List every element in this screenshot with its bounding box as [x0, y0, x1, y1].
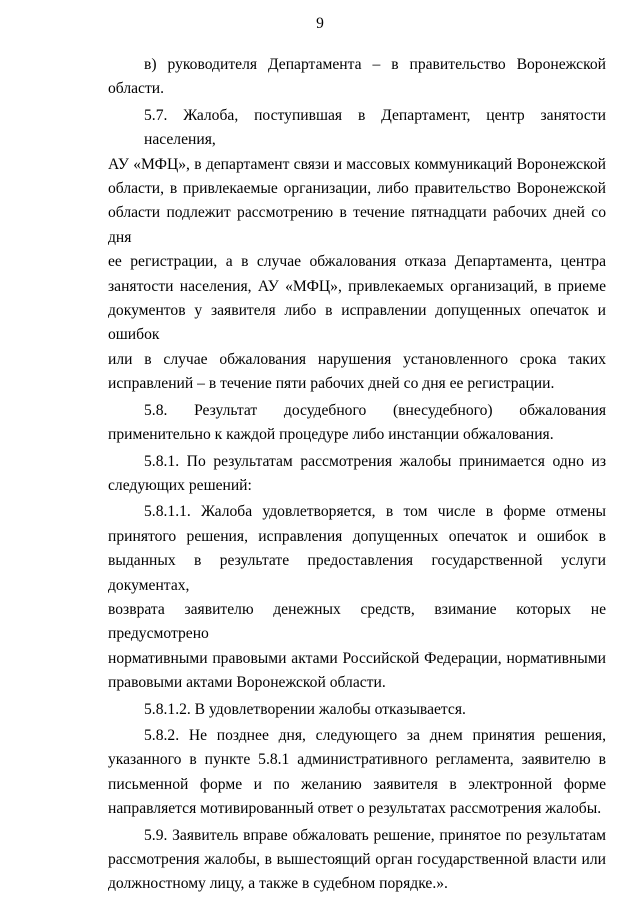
- paragraph-5-8-2: [108, 724, 606, 822]
- paragraph-5-8: [108, 399, 606, 448]
- text-line: 5.8.2. Не позднее дня, следующего за днем принятия решения,: [144, 726, 606, 744]
- text-line: области.: [108, 80, 165, 98]
- paragraph-5-8-1-1: [108, 500, 606, 695]
- text-line: 5.8. Результат досудебного (внесудебного) обжалования: [144, 401, 606, 419]
- text-line: исправлений – в течение пяти рабочих дней со дня ее регистрации.: [108, 375, 555, 393]
- page-number: 9: [316, 15, 324, 32]
- text-line: письменной форме и по желанию заявителя в электронной форме: [108, 775, 606, 793]
- text-line: документов у заявителя либо в исправлении допущенных опечаток и ошибок: [108, 302, 606, 344]
- paragraph-5-8-1-2: [108, 698, 606, 722]
- paragraph-item-v: [108, 53, 606, 102]
- text-line: следующих решений:: [108, 476, 252, 494]
- text-line: возврата заявителю денежных средств, взимание которых не предусмотрено: [108, 600, 606, 643]
- text-line: АУ «МФЦ», в департамент связи и массовых коммуникаций Воронежской: [108, 155, 606, 173]
- text-line: 5.7. Жалоба, поступившая в Департамент, центр занятости населения,: [144, 106, 606, 149]
- text-line: 5.8.1.2. В удовлетворении жалобы отказывается.: [144, 700, 466, 718]
- text-line: в) руководителя Департамента – в правительство Воронежской: [144, 56, 606, 73]
- text-line: правовыми актами Воронежской области.: [108, 674, 386, 692]
- text-line: применительно к каждой процедуре либо инстанции обжалования.: [108, 426, 554, 444]
- text-line: рассмотрения жалобы, в вышестоящий орган государственной власти или: [108, 851, 606, 868]
- text-line: указанного в пункте 5.8.1 административного регламента, заявителю в: [108, 751, 606, 769]
- text-line: ее регистрации, а в случае обжалования отказа Департамента, центра: [108, 253, 606, 271]
- text-line: области подлежит рассмотрению в течение пятнадцати рабочих дней со дня: [108, 204, 606, 246]
- text-line: должностному лицу, а также в судебном порядке.».: [108, 875, 448, 893]
- text-line: области, в привлекаемые организации, либо правительство Воронежской: [108, 180, 606, 198]
- paragraph-5-7: [108, 104, 606, 397]
- text-line: 5.9. Заявитель вправе обжаловать решение, принятое по результатам: [144, 826, 606, 844]
- paragraph-5-9: [108, 824, 606, 897]
- text-line: занятости населения, АУ «МФЦ», привлекаемых организаций, в приеме: [108, 277, 606, 295]
- paragraph-5-8-1: [108, 450, 606, 499]
- text-line: направляется мотивированный ответ о результатах рассмотрения жалобы.: [108, 800, 602, 818]
- text-line: 5.8.1. По результатам рассмотрения жалобы принимается одно из: [144, 452, 606, 470]
- text-line: нормативными правовыми актами Российской Федерации, нормативными: [108, 649, 606, 667]
- text-line: принятого решения, исправления допущенных опечаток и ошибок в: [108, 527, 606, 545]
- text-line: или в случае обжалования нарушения установленного срока таких: [108, 350, 606, 368]
- document-body: [108, 53, 606, 897]
- text-line: выданных в результате предоставления государственной услуги документах,: [108, 552, 606, 594]
- text-line: 5.8.1.1. Жалоба удовлетворяется, в том числе в форме отмены: [144, 503, 606, 521]
